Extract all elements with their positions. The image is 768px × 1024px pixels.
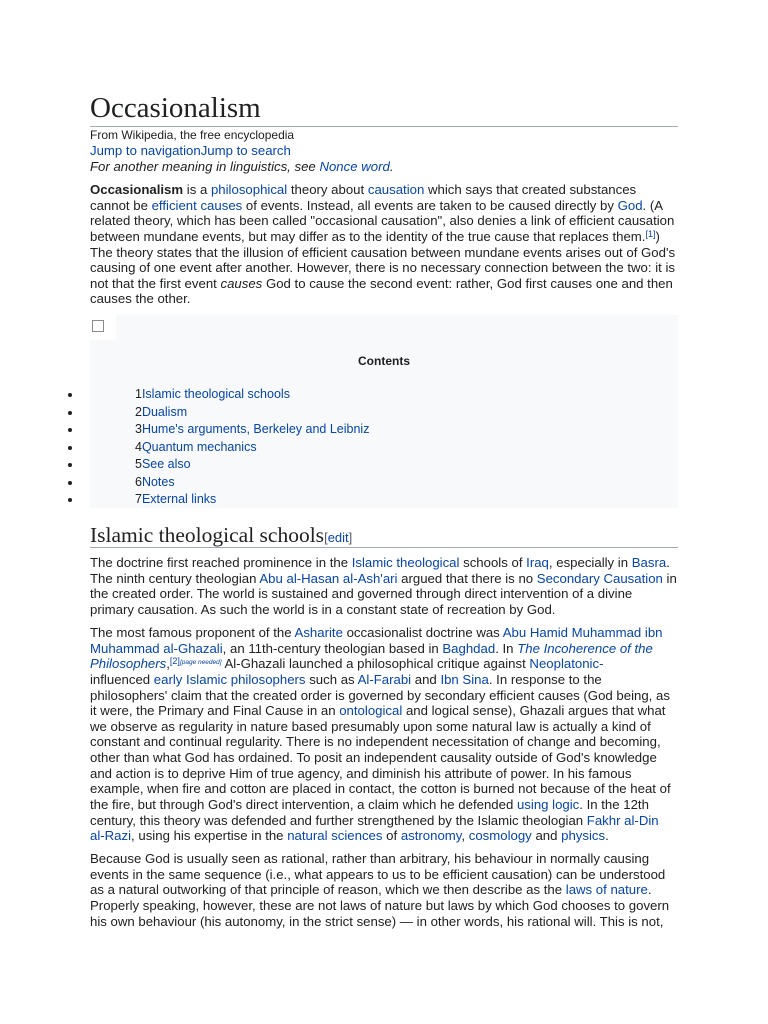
text-run: philosophers' claim that the created order is governed by secondary efficient causes (God being, as <box>90 687 670 703</box>
text-line <box>90 734 671 750</box>
link-muhammad-al-ghazali[interactable]: Muhammad al-Ghazali <box>90 640 223 656</box>
link-iraq[interactable]: Iraq <box>526 555 549 570</box>
text-line <box>90 813 671 829</box>
page-title: Occasionalism <box>90 92 261 124</box>
jump-to-navigation-link[interactable]: Jump to navigation <box>90 143 201 158</box>
jump-links <box>90 143 291 159</box>
toc-link[interactable]: Quantum mechanics <box>141 439 257 454</box>
toc-link[interactable]: See also <box>141 457 191 471</box>
text-line <box>90 586 677 602</box>
text-run: century, this theory was defended and further strengthened by the Islamic theologian <box>90 812 587 828</box>
text-run: The theory states that the illusion of efficient causation between mundane events arises out of God's <box>90 244 676 260</box>
text-run: argued that there is no <box>397 570 537 586</box>
text-run: . In response to the <box>488 671 602 687</box>
text-line <box>90 766 671 782</box>
text-line <box>90 898 669 914</box>
link-baghdad[interactable]: Baghdad <box>442 640 496 656</box>
intro-paragraph <box>90 182 675 307</box>
text-run: Properly speaking, however, these are not laws of nature but laws by which God chooses to govern <box>90 897 670 913</box>
text-run: God to cause the second event: rather, God first causes one and then <box>262 275 673 291</box>
bullet-icon <box>68 463 72 467</box>
toc-link[interactable]: Notes <box>141 474 175 489</box>
edit-bracket-open: [ <box>324 530 328 545</box>
text-run: The ninth century theologian <box>90 570 260 586</box>
section-paragraph <box>90 851 669 929</box>
title-divider <box>90 126 678 127</box>
text-run: example, when fire and cotton are placed in contact, the cotton is burned not because of the heat of <box>90 781 671 797</box>
toc-link[interactable]: Hume's arguments, Berkeley and Leibniz <box>141 422 370 436</box>
text-line <box>90 719 671 735</box>
toc-number: 5 <box>135 457 142 471</box>
link-al-razi[interactable]: al-Razi <box>90 828 132 844</box>
toc-number: 3 <box>135 422 142 436</box>
text-run: . <box>605 828 609 844</box>
text-run: is a <box>183 182 211 197</box>
text-run: . (A <box>642 197 664 213</box>
text-run: , <box>166 656 170 672</box>
text-line <box>90 229 675 245</box>
text-run: events in the same sequence (i.e., what appears to us to be efficient causation) can be understood <box>90 866 666 882</box>
hatnote <box>90 159 393 175</box>
link-abu-al-hasan-al-ash-ari[interactable]: Abu al-Hasan al-Ash'ari <box>259 570 398 586</box>
text-run: , <box>461 828 469 844</box>
text-line <box>90 867 669 883</box>
text-run: . In the 12th <box>579 797 649 813</box>
emphasis-text: causes <box>220 275 263 291</box>
text-run: of <box>382 828 401 844</box>
text-run: , using his expertise in the <box>131 828 288 844</box>
bullet-icon <box>68 411 72 415</box>
text-run: influenced <box>90 671 154 687</box>
link-early-islamic-philosophers[interactable]: early Islamic philosophers <box>153 671 306 687</box>
text-run: the created order. The world is sustained and governed through direct intervention of a divine <box>90 586 633 602</box>
toc-link[interactable]: Dualism <box>141 404 188 419</box>
text-run: causes the other. <box>90 291 191 307</box>
section-paragraph <box>90 625 671 844</box>
link-ontological[interactable]: ontological <box>339 703 403 719</box>
link-causation[interactable]: causation <box>367 182 425 197</box>
toc-link[interactable]: Islamic theological schools <box>141 387 290 401</box>
link-ibn-sina[interactable]: Ibn Sina <box>440 671 489 687</box>
bullet-icon <box>68 481 72 485</box>
text-run: which says that created substances <box>424 182 637 197</box>
text-run: schools of <box>459 555 527 570</box>
link-philosophers[interactable]: Philosophers <box>90 656 167 672</box>
link-fakhr-al-din[interactable]: Fakhr al-Din <box>586 812 659 828</box>
text-line <box>90 291 675 307</box>
text-line <box>90 641 671 657</box>
text-line <box>90 914 669 930</box>
link-philosophical[interactable]: philosophical <box>210 182 288 197</box>
text-line <box>90 245 675 261</box>
toc-number: 1 <box>135 387 142 401</box>
text-run: and <box>531 828 562 844</box>
text-line <box>90 828 671 844</box>
text-run: not that the first event <box>90 275 221 291</box>
link-nonce-word[interactable]: Nonce word <box>319 159 390 174</box>
link-cosmology[interactable]: cosmology <box>468 828 532 844</box>
bullet-icon <box>68 393 72 397</box>
link-islamic-theological[interactable]: Islamic theological <box>351 555 460 570</box>
link-abu-hamid-muhammad-ibn[interactable]: Abu Hamid Muhammad ibn <box>502 625 663 640</box>
text-run: related theory, which has been called "occasional causation", also denies a link of efficient causation <box>90 213 675 229</box>
toc-number: 4 <box>135 439 142 454</box>
text-line <box>90 159 393 175</box>
text-run: constant and continual regularity. There is no independent necessitation of change and becoming, <box>90 734 661 750</box>
link-asharite[interactable]: Asharite <box>294 625 343 640</box>
text-line <box>90 260 675 276</box>
text-run: , especially in <box>548 555 632 570</box>
jump-to-search-link[interactable]: Jump to search <box>200 143 291 158</box>
citation-link[interactable]: [2] <box>169 656 180 667</box>
text-line <box>90 625 671 641</box>
toc-number: 7 <box>135 492 142 506</box>
link-laws-of-nature[interactable]: laws of nature <box>565 882 648 898</box>
text-run: and action is to deprive Him of true agency, and diminish his attribute of power. In his famous <box>90 765 632 781</box>
text-run: ) <box>655 228 660 244</box>
text-run: . <box>647 882 652 898</box>
text-run: his own behaviour (his autonomy, in the strict sense) — in other words, his rational will. This is not, <box>90 913 664 929</box>
edit-section-link[interactable]: edit <box>327 530 349 545</box>
text-line <box>90 571 677 587</box>
link-al-farabi[interactable]: Al-Farabi <box>357 671 412 687</box>
toc-item-external-links[interactable] <box>0 491 700 509</box>
text-run: the fire, but through God's direct intervention, a claim which he defended <box>90 797 517 813</box>
text-run: such as <box>305 671 358 687</box>
text-run: and <box>411 671 441 687</box>
text-run: as a natural outworking of that principle of reason, which we then describe as the <box>90 882 566 898</box>
text-line <box>90 672 671 688</box>
link-secondary-causation[interactable]: Secondary Causation <box>536 570 663 586</box>
text-run: theory about <box>287 182 368 197</box>
page-needed-note-link[interactable]: [page needed] <box>179 659 222 667</box>
site-tagline: From Wikipedia, the free encyclopedia <box>90 128 295 142</box>
text-run: we observe as regularity in nature based presumably upon some natural law is actually a kind of <box>90 718 651 734</box>
bold-term: Occasionalism <box>90 182 184 197</box>
text-run: Because God is usually seen as rational, rather than arbitrary, his behaviour in normally causing <box>90 851 650 866</box>
toc-item-dualism[interactable] <box>0 404 700 422</box>
link-natural-sciences[interactable]: natural sciences <box>287 828 383 844</box>
section-divider <box>90 547 678 548</box>
text-line <box>90 213 675 229</box>
toc-item-quantum-mechanics[interactable] <box>0 439 700 457</box>
link-using-logic[interactable]: using logic <box>516 797 580 813</box>
text-run: in <box>662 570 677 586</box>
section-paragraph <box>90 555 677 618</box>
text-line <box>90 555 677 571</box>
text-run: Al-Ghazali launched a philosophical critique against <box>221 656 530 672</box>
toc-item-notes[interactable] <box>0 474 700 492</box>
link-physics[interactable]: physics <box>561 828 606 844</box>
toc-link[interactable]: External links <box>141 492 217 506</box>
bullet-icon <box>68 428 72 432</box>
toc-list <box>0 386 700 509</box>
toc-title: Contents <box>358 354 410 368</box>
text-line <box>90 797 671 813</box>
toc-item-hume-s-arguments-berkeley-and-leibniz[interactable] <box>0 421 700 439</box>
link-astronomy[interactable]: astronomy <box>400 828 462 844</box>
text-run: . In <box>495 640 518 656</box>
text-run: occasionalist doctrine was <box>342 625 503 640</box>
link-efficient-causes[interactable]: efficient causes <box>151 197 243 213</box>
bullet-icon <box>68 498 72 502</box>
text-run: causing of one event after another. However, there is no necessary connection between the two: it is <box>90 260 675 276</box>
edit-section-group <box>324 530 352 545</box>
bullet-icon <box>68 446 72 450</box>
citation-link[interactable]: [1] <box>645 228 656 239</box>
text-line <box>90 750 671 766</box>
text-run: primary causation. As such the world is in a constant state of recreation by God. <box>90 601 556 617</box>
toc-item-see-also[interactable] <box>0 456 700 474</box>
text-line <box>90 688 671 704</box>
text-line <box>90 851 669 867</box>
text-run: . <box>389 159 394 174</box>
text-run: cannot be <box>90 197 152 213</box>
text-run: , an 11th-century theologian based in <box>222 640 443 656</box>
text-run: and logical sense), Ghazali argues that what <box>402 703 666 719</box>
text-run: of events. Instead, all events are taken to be caused directly by <box>242 197 618 213</box>
text-line <box>90 781 671 797</box>
text-line <box>90 198 675 214</box>
text-line <box>90 703 671 719</box>
text-run: between mundane events, but may differ as to the identity of the true cause that replaces them. <box>90 228 646 244</box>
text-line <box>90 182 675 198</box>
edit-bracket-close: ] <box>348 530 353 545</box>
toc-number: 6 <box>135 474 142 489</box>
text-run: it were, the Primary and Final Cause in an <box>90 703 340 719</box>
link-the-incoherence-of-the[interactable]: The Incoherence of the <box>517 640 653 656</box>
toc-toggle-checkbox[interactable] <box>92 320 104 332</box>
link-basra[interactable]: Basra <box>631 555 667 570</box>
link-neoplatonic[interactable]: Neoplatonic- <box>529 656 604 672</box>
text-run: The most famous proponent of the <box>90 625 295 640</box>
link-god[interactable]: God <box>617 197 643 213</box>
text-run: . <box>666 555 670 570</box>
text-line <box>90 656 671 672</box>
toc-number: 2 <box>135 404 142 419</box>
text-line <box>90 602 677 618</box>
text-run: For another meaning in linguistics, see <box>90 159 320 174</box>
section-heading-text: Islamic theological schools <box>90 523 325 547</box>
text-run: other than what God has ordained. To posit an independent causality outside of God's knowledge <box>90 750 657 766</box>
text-line <box>90 882 669 898</box>
text-line <box>90 276 675 292</box>
toc-item-islamic-theological-schools[interactable] <box>0 386 700 404</box>
text-run: The doctrine first reached prominence in the <box>90 555 352 570</box>
